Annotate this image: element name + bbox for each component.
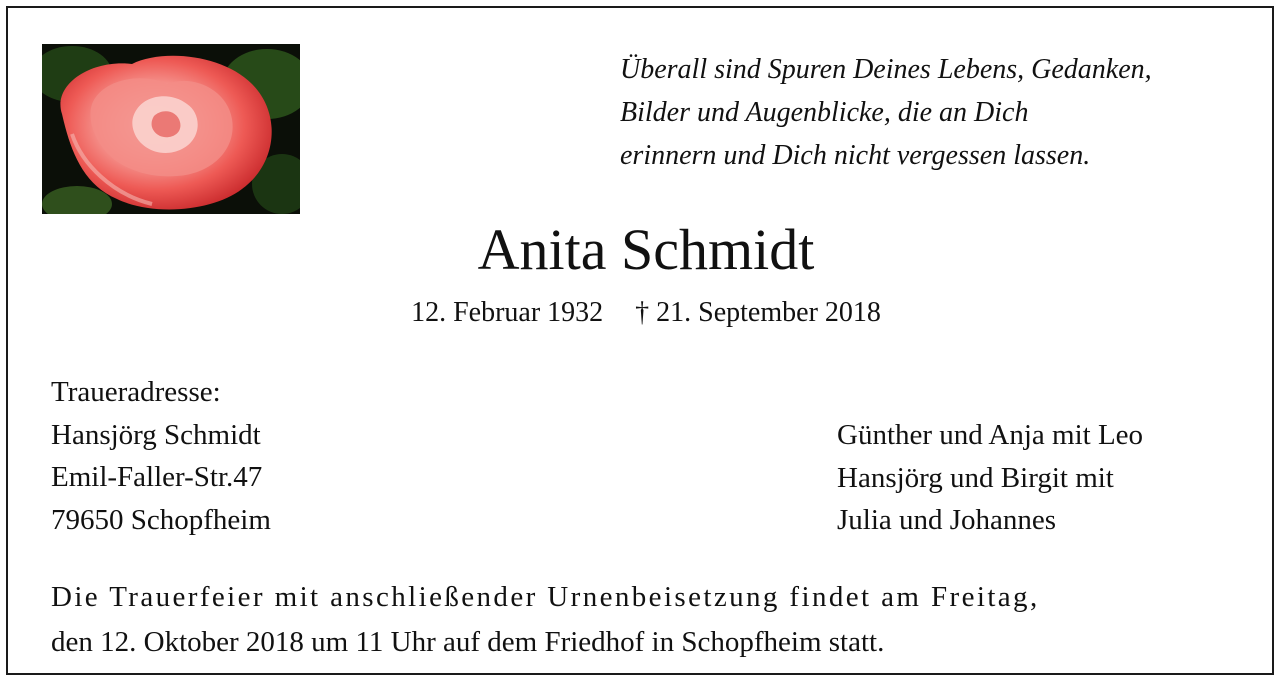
ceremony-line: den 12. Oktober 2018 um 11 Uhr auf dem Friedhof in Schopfheim statt. [51,626,885,658]
death-date: † 21. September 2018 [635,297,881,328]
ceremony-notice [51,575,1241,665]
family-members [837,414,1143,542]
quote-line: Überall sind Spuren Deines Lebens, Gedanken, [620,54,1152,85]
rose-photo [42,44,300,214]
address-line: 79650 Schopfheim [51,503,271,536]
quote-line: erinnern und Dich nicht vergessen lassen. [620,140,1091,171]
obituary-frame [6,6,1274,675]
address-line: Hansjörg Schmidt [51,418,261,451]
mourning-address [51,371,271,541]
address-line: Emil-Faller-Str.47 [51,461,263,493]
birth-date: 12. Februar 1932 [411,297,604,328]
life-dates [8,295,1280,331]
family-line: Julia und Johannes [837,504,1057,536]
memorial-quote [620,48,1250,177]
address-heading: Traueradresse: [51,376,221,408]
deceased-name: Anita Schmidt [477,217,815,282]
rose-icon [42,44,300,214]
quote-line: Bilder und Augenblicke, die an Dich [620,97,1029,128]
ceremony-line: Die Trauerfeier mit anschließender Urnenbeisetzung findet am Freitag, [51,581,1040,613]
family-line: Günther und Anja mit Leo [837,419,1144,451]
family-line: Hansjörg und Birgit mit [837,461,1114,494]
